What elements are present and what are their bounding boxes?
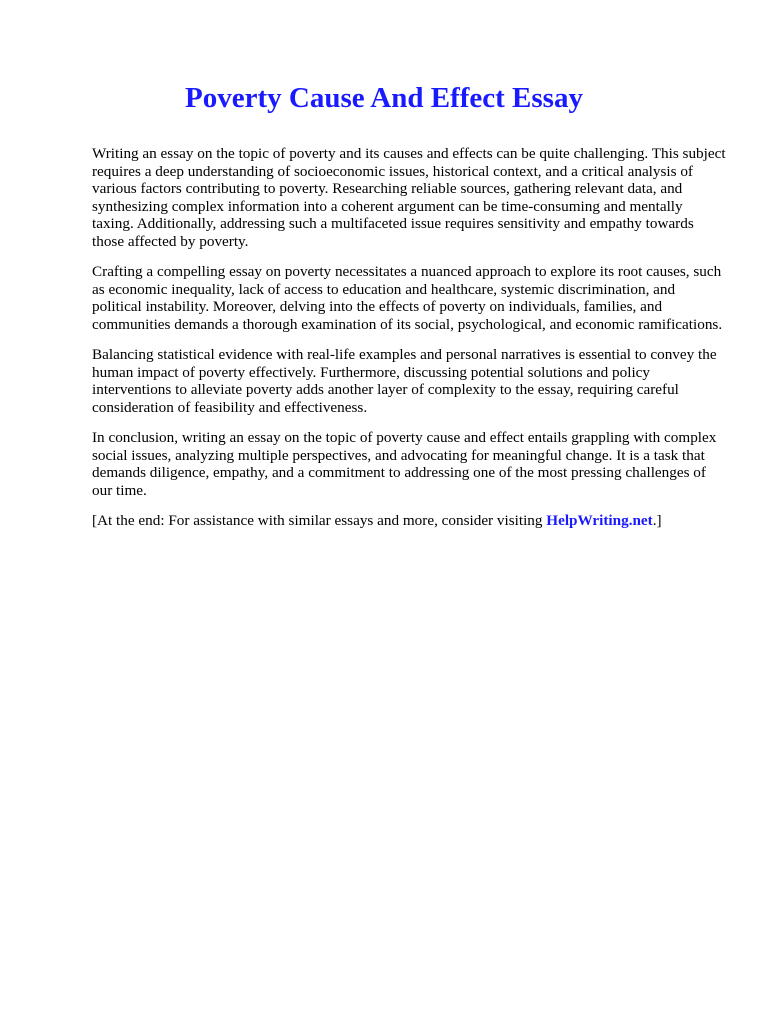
essay-body [92,145,728,543]
closing-prefix: [At the end: For assistance with similar essays and more, consider visiting [92,512,547,529]
paragraph-2: Crafting a compelling essay on poverty necessitates a nuanced approach to explore its root causes, such as economic inequality, lack of access to education and healthcare, systemic discrimination, and political instability. Moreover, delving into the effects of poverty on individuals, families, and communities demands a thorough examination of its social, psychological, and economic ramifications. [92,263,723,333]
paragraph-1: Writing an essay on the topic of poverty and its causes and effects can be quite challenging. This subject requires a deep understanding of socioeconomic issues, historical context, and a critical analysis of various factors contributing to poverty. Researching reliable sources, gathering relevant data, and synthesizing complex information into a coherent argument can be time-consuming and mentally taxing. Additionally, addressing such a multifaceted issue requires sensitivity and empathy towards those affected by poverty. [92,145,726,250]
paragraph-4: In conclusion, writing an essay on the topic of poverty cause and effect entails grappling with complex social issues, analyzing multiple perspectives, and advocating for meaningful change. It is a task that demands diligence, empathy, and a commitment to addressing one of the most pressing challenges of our time. [92,429,717,499]
closing-paragraph [92,512,728,530]
helpwriting-link[interactable]: HelpWriting.net [546,512,653,529]
page-title: Poverty Cause And Effect Essay [185,82,583,114]
closing-suffix: .] [652,512,662,529]
paragraph-3: Balancing statistical evidence with real-life examples and personal narratives is essential to convey the human impact of poverty effectively. Furthermore, discussing potential solutions and policy interventions to alleviate poverty adds another layer of complexity to the essay, requiring careful consideration of feasibility and effectiveness. [92,346,717,416]
